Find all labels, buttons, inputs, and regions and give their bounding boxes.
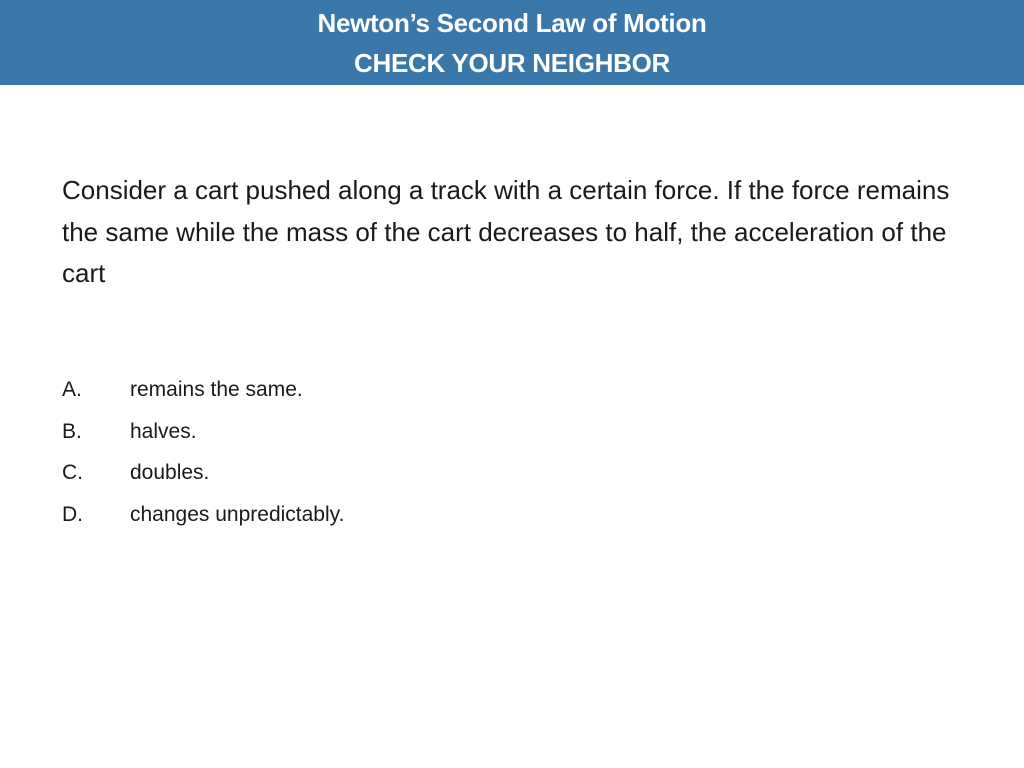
answer-option-a (62, 369, 344, 411)
option-letter: C. (62, 461, 83, 484)
option-text: halves. (130, 419, 197, 443)
option-text: changes unpredictably. (130, 502, 345, 526)
option-letter: D. (62, 502, 83, 526)
option-letter: B. (62, 419, 82, 443)
question-text: Consider a cart pushed along a track with a certain force. If the force remains the same while the mass of the cart decreases to half, the acceleration of the cart (62, 175, 950, 288)
option-letter: A. (62, 378, 82, 401)
slide-title: Newton’s Second Law of Motion (317, 7, 707, 38)
answer-option-d (62, 494, 344, 536)
title-bar (0, 0, 1024, 85)
answer-options (62, 369, 344, 535)
option-text: doubles. (130, 461, 210, 484)
answer-option-b (62, 411, 344, 453)
answer-option-c (62, 452, 344, 494)
slide-subtitle: CHECK YOUR NEIGHBOR (354, 47, 670, 78)
option-text: remains the same. (130, 378, 303, 401)
